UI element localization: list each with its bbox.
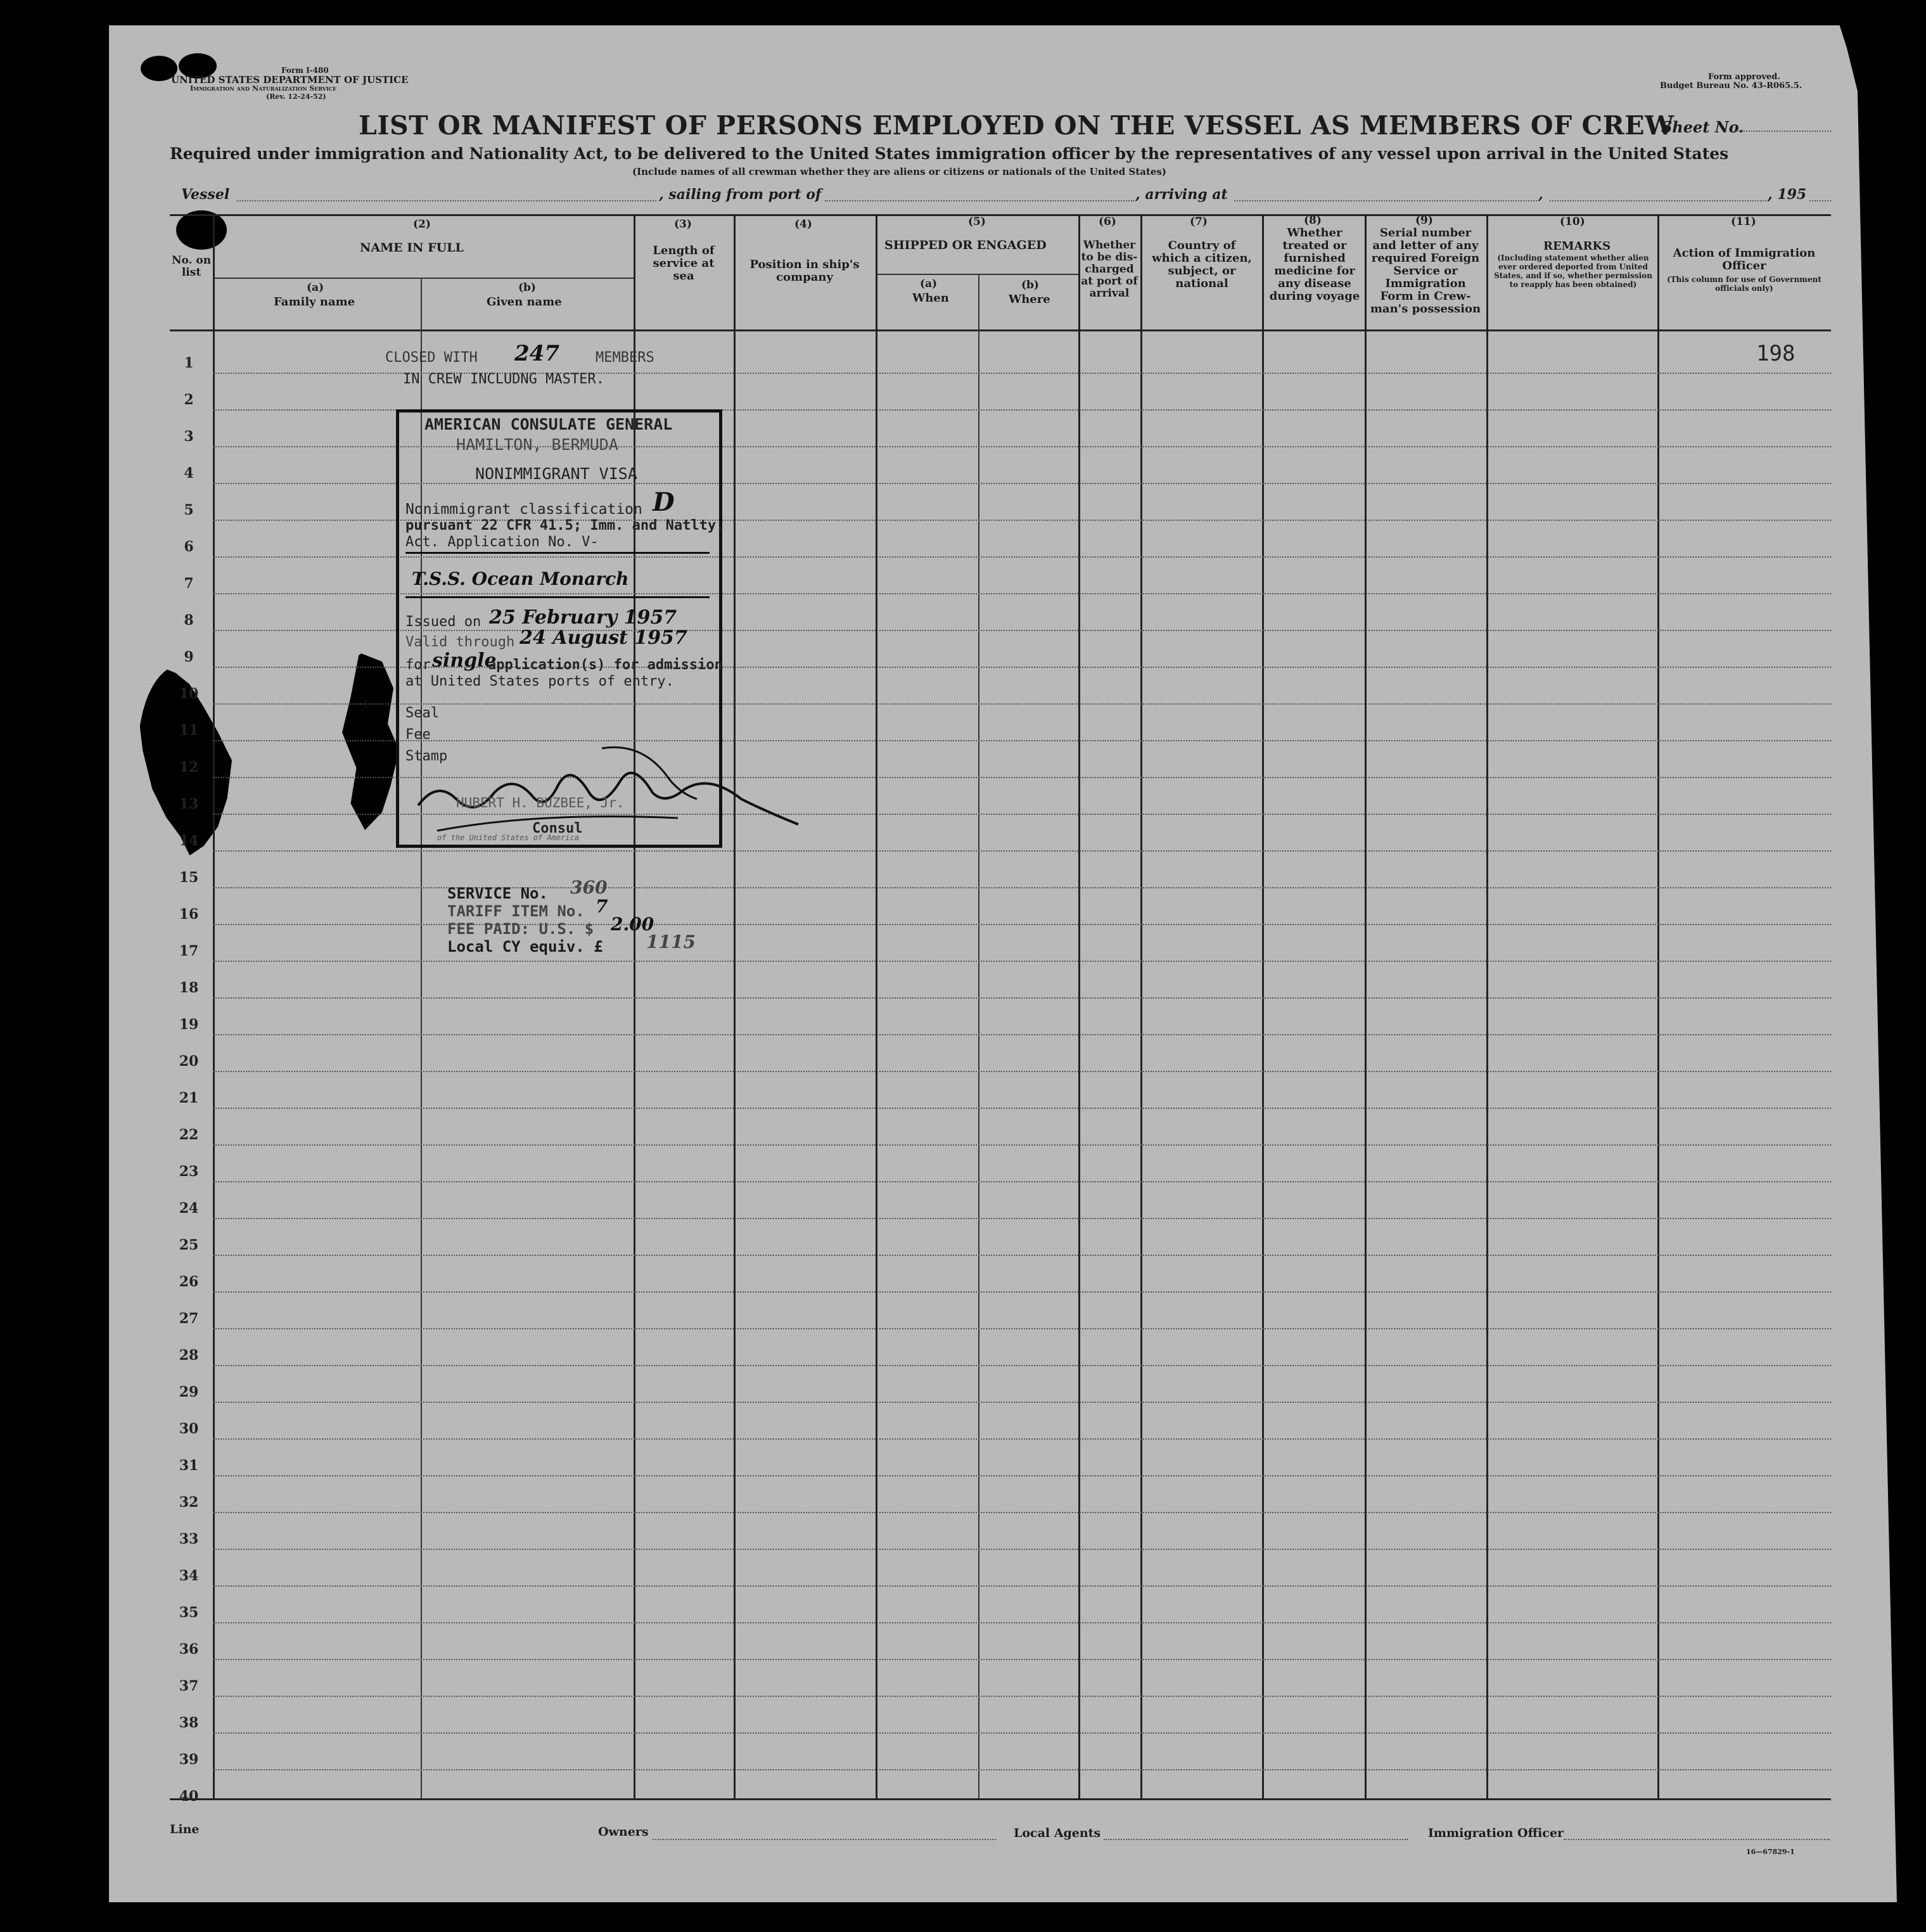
col2a-header: Family name xyxy=(274,295,355,309)
stamp-visa-type: NONIMMIGRANT VISA xyxy=(475,464,637,483)
col9-number: (9) xyxy=(1415,214,1433,227)
stamp-issued-value: 25 February 1957 xyxy=(489,606,677,629)
row-number: 17 xyxy=(179,943,199,959)
row-number: 15 xyxy=(179,869,199,886)
stamp-rule xyxy=(405,596,710,598)
col5b-number: (b) xyxy=(1021,279,1039,291)
row-number: 39 xyxy=(179,1751,199,1768)
vessel-field[interactable] xyxy=(237,200,656,202)
table-bottom-rule xyxy=(170,1798,1831,1800)
row-rule xyxy=(213,1659,1831,1660)
row-rule xyxy=(213,1144,1831,1146)
row-number: 37 xyxy=(179,1678,199,1694)
col5-header: SHIPPED OR ENGAGED xyxy=(884,238,1047,252)
col-rule xyxy=(1486,214,1488,1798)
row-rule xyxy=(213,1071,1831,1072)
col10-note: (Including statement whether alien ever ordered deported from United States, and if so, whether permission to reapply has been obtained) xyxy=(1494,253,1652,289)
col7-number: (7) xyxy=(1190,215,1208,228)
stamp-admission: application(s) for admission xyxy=(488,657,723,673)
row-rule xyxy=(213,1402,1831,1403)
col5-number: (5) xyxy=(968,215,986,228)
fee-local-value: 1115 xyxy=(646,931,696,952)
row-number: 36 xyxy=(179,1641,199,1658)
row1-action-value: 198 xyxy=(1756,341,1795,366)
fee-tariff-label: TARIFF ITEM No. xyxy=(447,902,585,920)
col3-number: (3) xyxy=(674,218,692,231)
consul-signature xyxy=(412,736,805,843)
col-rule xyxy=(1262,214,1264,1798)
footer-line-label: Line xyxy=(170,1822,200,1836)
col2b-header: Given name xyxy=(487,295,562,309)
row-rule xyxy=(213,1622,1831,1623)
col8-number: (8) xyxy=(1304,214,1322,227)
row-rule xyxy=(213,1218,1831,1219)
footer-officer-label: Immigration Officer xyxy=(1428,1826,1564,1840)
col-no-header: No. on list xyxy=(171,254,212,279)
row-rule xyxy=(213,1769,1831,1770)
row-number: 6 xyxy=(184,539,194,555)
row-number: 9 xyxy=(184,649,194,665)
service-label: Immigration and Naturalization Service xyxy=(190,84,337,93)
row-number: 3 xyxy=(184,428,194,445)
row-number: 30 xyxy=(179,1421,199,1437)
stamp-rule xyxy=(405,552,710,554)
name-subheader-rule xyxy=(214,278,634,279)
sheet-label: Sheet No. xyxy=(1661,118,1744,136)
stamp-seal-label: Seal xyxy=(405,705,439,721)
header-bottom-rule xyxy=(170,329,1831,331)
col5b-header: Where xyxy=(1009,293,1050,306)
col6-header: Whether to be dis-charged at port of arrival xyxy=(1081,239,1138,300)
row-number: 7 xyxy=(184,575,194,592)
row-rule xyxy=(213,1585,1831,1587)
row-rule xyxy=(213,1549,1831,1550)
row-number: 23 xyxy=(179,1163,199,1180)
fee-service-value: 360 xyxy=(570,877,608,898)
fee-tariff-value: 7 xyxy=(596,896,608,917)
stamp-valid-value: 24 August 1957 xyxy=(520,627,687,649)
row-number: 40 xyxy=(179,1788,199,1805)
col5a-header: When xyxy=(912,291,949,305)
col2-header: NAME IN FULL xyxy=(360,241,464,255)
row-number: 25 xyxy=(179,1237,199,1253)
shipped-subheader-rule xyxy=(876,274,1078,275)
row-number: 8 xyxy=(184,612,194,629)
arriving-port-field[interactable] xyxy=(1234,200,1537,202)
col-rule xyxy=(876,214,877,1798)
stamp-ports: at United States ports of entry. xyxy=(405,674,674,689)
col11-header: Action of Immigration Officer xyxy=(1673,246,1816,272)
row-number: 18 xyxy=(179,980,199,996)
owners-field[interactable] xyxy=(653,1839,996,1840)
year-field[interactable] xyxy=(1809,200,1831,202)
col-rule xyxy=(213,214,215,1798)
col7-header: Country of which a citizen, subject, or national xyxy=(1152,239,1252,290)
col8-header: Whether treated or furnished medicine for any disease during voyage xyxy=(1269,226,1360,303)
stamp-issued-label: Issued on xyxy=(405,614,482,630)
members-label: MEMBERS xyxy=(596,350,654,366)
col2-number: (2) xyxy=(413,218,431,231)
col3-header: Length of service at sea xyxy=(653,244,715,283)
row-number: 11 xyxy=(179,722,199,739)
sailing-port-field[interactable] xyxy=(825,200,1134,202)
subtitle: Required under immigration and Nationality Act, to be delivered to the United States immigration officer by the representatives of any vessel upon arrival in the United States xyxy=(170,144,1729,163)
col-rule xyxy=(1365,214,1367,1798)
row-number: 20 xyxy=(179,1053,199,1070)
row-rule xyxy=(213,1475,1831,1476)
revision-label: (Rev. 12-24-52) xyxy=(266,93,326,101)
row-number: 12 xyxy=(179,759,199,776)
row-number: 16 xyxy=(179,906,199,923)
row-number: 32 xyxy=(179,1494,199,1511)
row-rule xyxy=(213,1255,1831,1256)
crew-master-label: IN CREW INCLUDNG MASTER. xyxy=(403,371,604,387)
row-number: 5 xyxy=(184,502,194,518)
row-rule xyxy=(213,1512,1831,1513)
col-rule xyxy=(1657,214,1659,1798)
col10-header: REMARKS xyxy=(1543,240,1611,253)
row-number: 38 xyxy=(179,1715,199,1731)
stamp-location: HAMILTON, BERMUDA xyxy=(456,435,618,454)
year-label: , 195 xyxy=(1768,186,1807,203)
comma-label: , xyxy=(1538,186,1543,203)
row-rule xyxy=(213,1328,1831,1329)
ink-blot xyxy=(176,210,227,250)
row-number: 21 xyxy=(179,1090,199,1106)
visa-stamp xyxy=(396,409,725,848)
stamp-consul: Consul xyxy=(532,821,583,836)
col-rule xyxy=(734,214,736,1798)
row-rule xyxy=(213,1291,1831,1293)
stamp-usa: of the United States of America xyxy=(437,833,579,842)
stamp-for-label: for xyxy=(405,657,431,673)
stamp-valid-label: Valid through xyxy=(405,634,515,650)
stamp-signatory: HUBERT H. BUZBEE, Jr. xyxy=(456,795,625,810)
row-number: 24 xyxy=(179,1200,199,1217)
fee-paid-value: 2.00 xyxy=(611,914,654,935)
sheet-number-field[interactable] xyxy=(1736,131,1831,132)
col-rule xyxy=(978,274,979,1798)
col9-header: Serial number and letter of any required Foreign Service or Immigration Form in Crew-man's possession xyxy=(1370,226,1481,316)
row-rule xyxy=(213,1034,1831,1035)
row-rule xyxy=(213,1438,1831,1440)
stamp-classification-value: D xyxy=(653,487,675,517)
department-label: UNITED STATES DEPARTMENT OF JUSTICE xyxy=(171,74,409,86)
footer-agents-label: Local Agents xyxy=(1014,1826,1101,1840)
stamp-for-value: single xyxy=(432,649,497,672)
col2a-number: (a) xyxy=(307,281,324,294)
row-rule xyxy=(213,1365,1831,1366)
col2b-number: (b) xyxy=(518,281,536,294)
stamp-pursuant: pursuant 22 CFR 41.5; Imm. and Natlty. xyxy=(405,518,725,534)
row-number: 31 xyxy=(179,1457,199,1474)
fee-local-label: Local CY equiv. £ xyxy=(447,938,603,956)
form-approved: Form approved. xyxy=(1708,72,1780,82)
row-number: 4 xyxy=(184,465,194,482)
row-number: 22 xyxy=(179,1127,199,1143)
row-number: 34 xyxy=(179,1568,199,1584)
stamp-stamp-label: Stamp xyxy=(405,748,448,764)
row-number: 29 xyxy=(179,1384,199,1400)
row-rule xyxy=(213,1732,1831,1734)
col4-number: (4) xyxy=(794,218,812,231)
page-title: LIST OR MANIFEST OF PERSONS EMPLOYED ON THE VESSEL AS MEMBERS OF CREW xyxy=(359,110,1674,141)
col5a-number: (a) xyxy=(920,278,938,290)
stamp-classification-label: Nonimmigrant classification xyxy=(405,501,642,518)
budget-number: Budget Bureau No. 43-R065.5. xyxy=(1660,81,1802,91)
col-rule xyxy=(1140,214,1142,1798)
arriving-label: , arriving at xyxy=(1135,186,1228,203)
row-number: 10 xyxy=(179,686,199,702)
agents-field[interactable] xyxy=(1104,1839,1408,1840)
row-number: 13 xyxy=(179,796,199,812)
row-number: 26 xyxy=(179,1274,199,1290)
row-number: 28 xyxy=(179,1347,199,1364)
sailing-label: , sailing from port of xyxy=(659,186,822,203)
col11-note: (This column for use of Government officials only) xyxy=(1667,275,1821,293)
row-number: 35 xyxy=(179,1604,199,1621)
col10-number: (10) xyxy=(1560,215,1585,228)
row-number: 19 xyxy=(179,1016,199,1033)
officer-field[interactable] xyxy=(1564,1839,1830,1840)
col11-number: (11) xyxy=(1731,215,1756,228)
vessel-label: Vessel xyxy=(181,186,230,203)
row-rule xyxy=(213,961,1831,962)
footer-owners-label: Owners xyxy=(598,1825,649,1839)
row-rule xyxy=(213,997,1831,999)
closed-count: 247 xyxy=(514,341,559,366)
col-rule xyxy=(1078,214,1080,1798)
stamp-vessel: T.S.S. Ocean Monarch xyxy=(412,568,629,589)
fee-service-label: SERVICE No. xyxy=(447,885,548,902)
closed-with-label: CLOSED WITH xyxy=(385,350,478,366)
row-number: 14 xyxy=(179,833,199,849)
col6-number: (6) xyxy=(1099,215,1116,228)
stamp-application: Act. Application No. V- xyxy=(405,534,599,550)
row-rule xyxy=(213,1108,1831,1109)
crew-note: (Include names of all crewman whether they are aliens or citizens or nationals of the United States) xyxy=(632,166,1166,177)
fee-paid-label: FEE PAID: U.S. $ xyxy=(447,920,594,938)
row-rule xyxy=(213,1181,1831,1182)
row-number: 2 xyxy=(184,392,194,408)
col4-header: Position in ship's company xyxy=(749,258,860,284)
manifest-sheet xyxy=(109,25,1897,1902)
footer-code: 16—67829-1 xyxy=(1746,1848,1795,1856)
row-number: 27 xyxy=(179,1310,199,1327)
arrival-date-field[interactable] xyxy=(1550,200,1769,202)
stamp-fee-label: Fee xyxy=(405,727,431,743)
row-rule xyxy=(213,850,1831,852)
row-rule xyxy=(213,1696,1831,1697)
stamp-consulate: AMERICAN CONSULATE GENERAL xyxy=(424,415,673,433)
form-number: Form I-480 xyxy=(281,66,329,75)
row-number: 1 xyxy=(184,355,194,371)
row-number: 33 xyxy=(179,1531,199,1547)
